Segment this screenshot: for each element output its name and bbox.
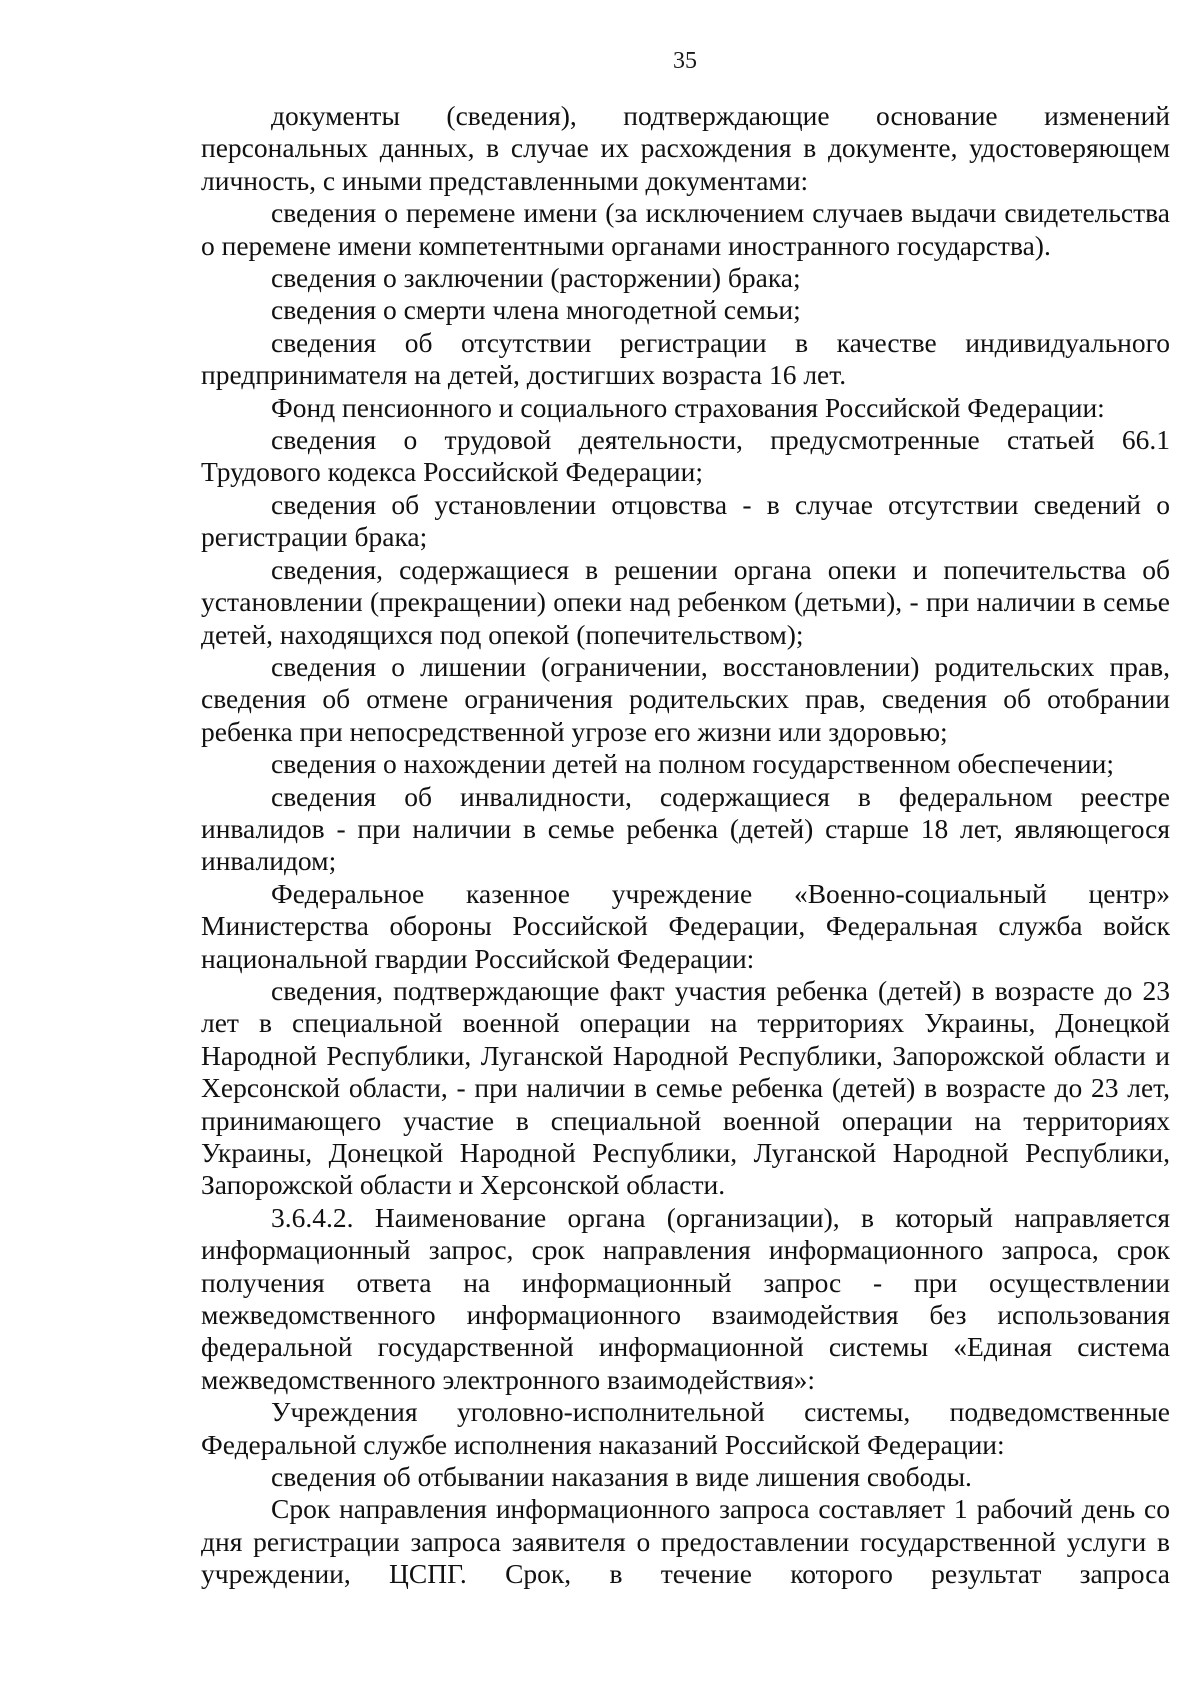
paragraph-penal-institutions: Учреждения уголовно-исполнительной системы, подведомственные Федеральной службе исполнения наказаний Российской Федерации: <box>201 1396 1170 1460</box>
paragraph-death: сведения о смерти члена многодетной семьи; <box>271 294 801 326</box>
paragraph-military-center: Федеральное казенное учреждение «Военно-социальный центр» Министерства обороны Российской Федерации, Федеральная служба войск национальной гвардии Российской Федерации: <box>201 877 1170 974</box>
paragraph-state-support: сведения о нахождении детей на полном государственном обеспечении; <box>271 748 1114 780</box>
paragraph-paternity: сведения об установлении отцовства - в случае отсутствии сведений о регистрации брака; <box>201 488 1170 553</box>
paragraph-pension-fund: Фонд пенсионного и социального страхования Российской Федерации: <box>271 391 1105 423</box>
paragraph-military-operation: сведения, подтверждающие факт участия ребенка (детей) в возрасте до 23 лет в специальной военной операции на территориях Украины, Донецкой Народной Республики, Луганской Народной Республики, Запорожской области и Херсонской области, - при наличии в семье ребенка (детей) в возрасте до 23 лет, принимающего участие в специальной военной операции на территориях Украины, Донецкой Народной Республики, Луганской Народной Республики, Запорожской области и Херсонской области. <box>201 974 1170 1201</box>
paragraph-disability: сведения об инвалидности, содержащиеся в федеральном реестре инвалидов - при наличии в семье ребенка (детей) старше 18 лет, являющегося инвалидом; <box>201 780 1170 877</box>
paragraph-labor-activity: сведения о трудовой деятельности, предусмотренные статьей 66.1 Трудового кодекса Российской Федерации; <box>201 424 1170 488</box>
paragraph-section-3-6-4-2: 3.6.4.2. Наименование органа (организации), в который направляется информационный запрос, срок направления информационного запроса, срок получения ответа на информационный запрос - при осуществлении межведомственного информационного взаимодействия без использования федеральной государственной информационной системы «Единая система межведомственного электронного взаимодействия»: <box>201 1201 1170 1395</box>
paragraph-imprisonment: сведения об отбывании наказания в виде лишения свободы. <box>271 1461 972 1493</box>
paragraph-entrepreneur: сведения об отсутствии регистрации в качестве индивидуального предпринимателя на детей, достигших возраста 16 лет. <box>201 326 1170 391</box>
paragraph-request-deadline: Срок направления информационного запроса составляет 1 рабочий день со дня регистрации запроса заявителя о предоставлении государственной услуги в учреждении, ЦСПГ. Срок, в течение которого результат запроса <box>201 1493 1170 1590</box>
paragraph-guardianship: сведения, содержащиеся в решении органа опеки и попечительства об установлении (прекращении) опеки над ребенком (детьми), - при наличии в семье детей, находящихся под опекой (попечительством); <box>201 553 1170 650</box>
document-body <box>201 100 1170 1591</box>
page-number: 35 <box>673 48 697 74</box>
paragraph-documents-basis: документы (сведения), подтверждающие основание изменений персональных данных, в случае их расхождения в документе, удостоверяющем личность, с иными представленными документами: <box>201 100 1170 196</box>
paragraph-parental-rights: сведения о лишении (ограничении, восстановлении) родительских прав, сведения об отмене ограничения родительских прав, сведения об отобрании ребенка при непосредственной угрозе его жизни или здоровью; <box>201 650 1170 747</box>
paragraph-marriage: сведения о заключении (расторжении) брака; <box>271 262 801 294</box>
paragraph-name-change: сведения о перемене имени (за исключением случаев выдачи свидетельства о перемене имени компетентными органами иностранного государства). <box>201 197 1170 261</box>
